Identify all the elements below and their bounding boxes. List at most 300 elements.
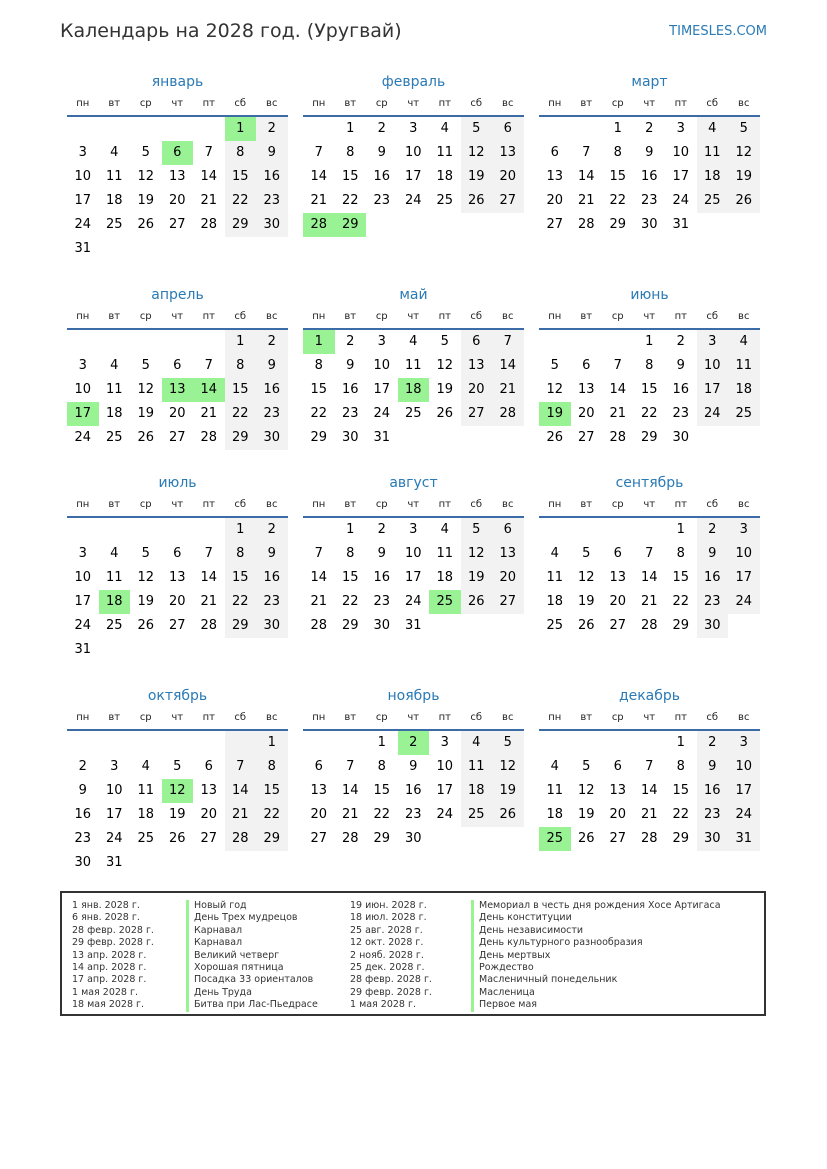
day-cell: 19	[137, 406, 155, 421]
day-cell: 21	[640, 807, 658, 822]
day-cell: 15	[373, 783, 391, 798]
day-cell: 11	[105, 570, 123, 585]
legend-holiday-name: Масленичный понедельник	[471, 974, 721, 986]
day-cell: 12	[137, 169, 155, 184]
day-cell: 28	[200, 430, 218, 445]
day-cell: 26	[436, 406, 454, 421]
weekday-header: ср	[602, 494, 634, 518]
day-cell: 8	[314, 358, 323, 373]
day-cell: 4	[550, 546, 559, 561]
page-title: Календарь на 2028 год. (Уругвай)	[60, 20, 402, 42]
day-cell: 22	[341, 594, 359, 609]
day-cell: 1	[256, 731, 288, 755]
weekday-header: пт	[193, 494, 225, 518]
day-cell: 6	[613, 759, 622, 774]
day-cell: 16	[697, 779, 729, 803]
day-cell: 23	[256, 189, 288, 213]
weekday-header: пт	[429, 707, 461, 731]
day-cell: 9	[697, 542, 729, 566]
day-cell: 20	[546, 193, 564, 208]
day-cell: 21	[200, 406, 218, 421]
day-cell: 25	[461, 803, 493, 827]
day-cell: 16	[373, 169, 391, 184]
day-cell: 6	[204, 759, 213, 774]
weekday-header: вт	[99, 93, 131, 117]
holiday-day-cell: 14	[193, 378, 225, 402]
weekday-header: чт	[162, 494, 194, 518]
day-cell: 23	[672, 406, 690, 421]
day-cell: 14	[310, 570, 328, 585]
day-cell: 22	[373, 807, 391, 822]
day-cell: 21	[609, 406, 627, 421]
day-cell: 11	[105, 382, 123, 397]
day-cell: 15	[341, 169, 359, 184]
legend-date: 25 дек. 2028 г.	[350, 961, 425, 973]
day-cell: 5	[550, 358, 559, 373]
day-cell: 10	[105, 783, 123, 798]
day-cell: 19	[728, 165, 760, 189]
empty-day-cell	[130, 731, 162, 755]
day-cell: 17	[404, 169, 422, 184]
empty-day-cell	[303, 731, 335, 755]
day-cell: 22	[341, 193, 359, 208]
legend-holiday-name: Мемориал в честь дня рождения Хосе Артигаса	[471, 900, 721, 912]
weekday-header: сб	[697, 494, 729, 518]
day-cell: 6	[173, 546, 182, 561]
weekday-header: ср	[366, 306, 398, 330]
day-cell: 15	[341, 570, 359, 585]
holiday-day-cell: 29	[335, 213, 367, 237]
day-cell: 5	[461, 117, 493, 141]
month-name: июль	[158, 475, 197, 491]
day-cell: 8	[377, 759, 386, 774]
day-cell: 9	[409, 759, 418, 774]
day-cell: 11	[546, 570, 564, 585]
weekday-header: вс	[256, 707, 288, 731]
day-cell: 5	[492, 731, 524, 755]
day-cell: 29	[225, 614, 257, 638]
day-cell: 24	[74, 217, 92, 232]
day-cell: 5	[141, 358, 150, 373]
empty-day-cell	[539, 731, 571, 755]
day-cell: 19	[137, 594, 155, 609]
month-name: июнь	[630, 287, 669, 303]
legend-date: 28 февр. 2028 г.	[72, 924, 154, 936]
day-cell: 31	[672, 217, 690, 232]
day-cell: 26	[137, 618, 155, 633]
empty-day-cell	[539, 518, 571, 542]
day-cell: 22	[225, 590, 257, 614]
empty-day-cell	[602, 731, 634, 755]
day-cell: 14	[492, 354, 524, 378]
day-cell: 12	[461, 542, 493, 566]
day-cell: 15	[310, 382, 328, 397]
weekday-header: вт	[335, 93, 367, 117]
day-cell: 8	[613, 145, 622, 160]
day-cell: 13	[546, 169, 564, 184]
day-cell: 21	[225, 803, 257, 827]
day-cell: 28	[640, 831, 658, 846]
day-cell: 21	[640, 594, 658, 609]
day-cell: 16	[256, 566, 288, 590]
day-cell: 11	[137, 783, 155, 798]
day-cell: 25	[436, 193, 454, 208]
weekday-header: ср	[366, 93, 398, 117]
weekday-header: пн	[303, 494, 335, 518]
day-cell: 17	[672, 169, 690, 184]
day-cell: 2	[645, 121, 654, 136]
day-cell: 4	[110, 358, 119, 373]
day-cell: 16	[341, 382, 359, 397]
month-block	[539, 474, 760, 638]
weekday-header: ср	[602, 306, 634, 330]
day-cell: 21	[200, 594, 218, 609]
day-cell: 1	[613, 121, 622, 136]
day-cell: 29	[225, 213, 257, 237]
day-cell: 17	[105, 807, 123, 822]
day-cell: 27	[168, 618, 186, 633]
weekday-header: ср	[602, 93, 634, 117]
day-cell: 2	[377, 522, 386, 537]
weekday-header: пн	[303, 707, 335, 731]
weekday-header: чт	[634, 494, 666, 518]
day-cell: 22	[640, 406, 658, 421]
day-cell: 14	[310, 169, 328, 184]
day-cell: 6	[492, 518, 524, 542]
weekday-header: ср	[130, 306, 162, 330]
day-cell: 18	[728, 378, 760, 402]
day-cell: 2	[377, 121, 386, 136]
day-cell: 22	[609, 193, 627, 208]
day-cell: 9	[645, 145, 654, 160]
day-cell: 24	[728, 803, 760, 827]
day-cell: 1	[225, 518, 257, 542]
site-link[interactable]: TIMESLES.COM	[669, 24, 767, 39]
day-cell: 16	[697, 566, 729, 590]
day-cell: 19	[137, 193, 155, 208]
day-cell: 8	[225, 542, 257, 566]
holiday-day-cell: 1	[225, 117, 257, 141]
day-cell: 27	[609, 831, 627, 846]
day-cell: 19	[461, 566, 493, 590]
empty-day-cell	[162, 518, 194, 542]
day-cell: 26	[728, 189, 760, 213]
day-cell: 21	[492, 378, 524, 402]
day-cell: 13	[609, 570, 627, 585]
day-cell: 26	[461, 189, 493, 213]
day-cell: 30	[74, 855, 92, 870]
legend-holiday-name: Первое мая	[471, 999, 721, 1011]
day-cell: 27	[461, 402, 493, 426]
weekday-header: пт	[665, 494, 697, 518]
empty-day-cell	[634, 731, 666, 755]
legend-holiday-name: Посадка 33 ориенталов	[186, 974, 318, 986]
day-cell: 12	[546, 382, 564, 397]
empty-day-cell	[67, 518, 99, 542]
day-cell: 25	[728, 402, 760, 426]
holiday-day-cell: 6	[162, 141, 194, 165]
month-block	[67, 286, 288, 450]
day-cell: 30	[697, 614, 729, 638]
weekday-header: пн	[539, 707, 571, 731]
day-cell: 27	[609, 618, 627, 633]
day-cell: 24	[373, 406, 391, 421]
day-cell: 25	[697, 189, 729, 213]
legend-holiday-name: День конституции	[471, 912, 721, 924]
day-cell: 12	[577, 570, 595, 585]
day-cell: 16	[640, 169, 658, 184]
day-cell: 25	[137, 831, 155, 846]
day-cell: 9	[78, 783, 87, 798]
weekday-header: чт	[634, 306, 666, 330]
weekday-header: пт	[429, 306, 461, 330]
day-cell: 2	[346, 334, 355, 349]
day-cell: 27	[310, 831, 328, 846]
day-cell: 23	[373, 193, 391, 208]
weekday-header: пн	[67, 93, 99, 117]
legend-names-col-2	[471, 900, 721, 1012]
day-cell: 22	[225, 189, 257, 213]
day-cell: 8	[645, 358, 654, 373]
day-cell: 9	[377, 145, 386, 160]
day-cell: 17	[436, 783, 454, 798]
weekday-header: пт	[193, 93, 225, 117]
day-cell: 30	[373, 618, 391, 633]
legend-date: 6 янв. 2028 г.	[72, 912, 140, 924]
day-cell: 16	[373, 570, 391, 585]
day-cell: 24	[404, 193, 422, 208]
day-cell: 18	[436, 570, 454, 585]
day-cell: 4	[409, 334, 418, 349]
weekday-header: пн	[303, 306, 335, 330]
day-cell: 1	[346, 121, 355, 136]
day-cell: 31	[74, 241, 92, 256]
day-cell: 20	[310, 807, 328, 822]
day-cell: 14	[577, 169, 595, 184]
weekday-header: вт	[571, 306, 603, 330]
day-cell: 8	[676, 759, 685, 774]
day-cell: 15	[225, 165, 257, 189]
day-cell: 5	[582, 759, 591, 774]
day-cell: 11	[436, 546, 454, 561]
weekday-header: пт	[429, 93, 461, 117]
day-cell: 27	[546, 217, 564, 232]
month-block	[67, 73, 288, 261]
day-cell: 11	[697, 141, 729, 165]
weekday-header: вт	[571, 494, 603, 518]
day-cell: 1	[676, 522, 685, 537]
day-cell: 22	[310, 406, 328, 421]
day-cell: 4	[110, 145, 119, 160]
weekday-header: вс	[728, 306, 760, 330]
day-cell: 9	[256, 354, 288, 378]
holiday-day-cell: 12	[162, 779, 194, 803]
day-cell: 6	[582, 358, 591, 373]
day-cell: 7	[582, 145, 591, 160]
weekday-header: вс	[256, 494, 288, 518]
day-cell: 19	[577, 807, 595, 822]
weekday-header: чт	[398, 494, 430, 518]
empty-day-cell	[193, 518, 225, 542]
empty-day-cell	[67, 731, 99, 755]
day-cell: 14	[341, 783, 359, 798]
weekday-header: вс	[728, 93, 760, 117]
day-cell: 2	[697, 731, 729, 755]
empty-day-cell	[99, 117, 131, 141]
day-cell: 19	[577, 594, 595, 609]
day-cell: 14	[609, 382, 627, 397]
day-cell: 21	[200, 193, 218, 208]
weekday-header: чт	[162, 306, 194, 330]
day-cell: 29	[310, 430, 328, 445]
empty-day-cell	[130, 117, 162, 141]
weekday-header: сб	[697, 707, 729, 731]
day-cell: 20	[168, 406, 186, 421]
day-cell: 28	[200, 618, 218, 633]
day-cell: 29	[640, 430, 658, 445]
day-cell: 17	[697, 378, 729, 402]
day-cell: 13	[310, 783, 328, 798]
weekday-header: пт	[665, 93, 697, 117]
day-cell: 5	[461, 518, 493, 542]
weekday-header: ср	[366, 707, 398, 731]
day-cell: 26	[137, 430, 155, 445]
day-cell: 3	[440, 735, 449, 750]
day-cell: 26	[577, 618, 595, 633]
day-cell: 29	[672, 831, 690, 846]
day-cell: 6	[492, 117, 524, 141]
day-cell: 30	[256, 426, 288, 450]
day-cell: 13	[200, 783, 218, 798]
weekday-header: сб	[461, 306, 493, 330]
weekday-header: пн	[539, 306, 571, 330]
weekday-header: пт	[665, 707, 697, 731]
day-cell: 9	[377, 546, 386, 561]
day-cell: 11	[404, 358, 422, 373]
day-cell: 3	[78, 546, 87, 561]
legend-date: 18 июл. 2028 г.	[350, 912, 427, 924]
weekday-header: сб	[225, 707, 257, 731]
day-cell: 7	[314, 145, 323, 160]
day-cell: 16	[404, 783, 422, 798]
day-cell: 31	[74, 642, 92, 657]
legend-date: 17 апр. 2028 г.	[72, 974, 147, 986]
month-name: октябрь	[147, 688, 208, 704]
legend-holiday-name: Рождество	[471, 962, 721, 974]
weekday-header: вс	[256, 306, 288, 330]
day-cell: 29	[672, 618, 690, 633]
day-cell: 20	[609, 807, 627, 822]
month-block	[303, 286, 524, 450]
empty-day-cell	[130, 518, 162, 542]
empty-day-cell	[539, 330, 571, 354]
day-cell: 23	[341, 406, 359, 421]
day-cell: 21	[341, 807, 359, 822]
weekday-header: вс	[728, 494, 760, 518]
day-cell: 31	[105, 855, 123, 870]
day-cell: 13	[577, 382, 595, 397]
day-cell: 28	[341, 831, 359, 846]
day-cell: 24	[697, 402, 729, 426]
day-cell: 16	[74, 807, 92, 822]
day-cell: 25	[404, 406, 422, 421]
day-cell: 17	[728, 779, 760, 803]
day-cell: 14	[640, 783, 658, 798]
empty-day-cell	[67, 330, 99, 354]
weekday-header: вс	[256, 93, 288, 117]
weekday-header: сб	[697, 306, 729, 330]
day-cell: 17	[404, 570, 422, 585]
holiday-day-cell: 18	[398, 378, 430, 402]
day-cell: 29	[225, 426, 257, 450]
weekday-header: сб	[697, 93, 729, 117]
empty-day-cell	[225, 731, 257, 755]
weekday-header: вс	[492, 707, 524, 731]
day-cell: 3	[78, 145, 87, 160]
day-cell: 12	[577, 783, 595, 798]
legend-holiday-name: День Труда	[186, 987, 318, 999]
day-cell: 20	[461, 378, 493, 402]
day-cell: 18	[546, 594, 564, 609]
weekday-header: вт	[99, 306, 131, 330]
weekday-header: пт	[193, 707, 225, 731]
day-cell: 26	[492, 803, 524, 827]
holiday-day-cell: 1	[303, 330, 335, 354]
empty-day-cell	[571, 117, 603, 141]
day-cell: 9	[256, 141, 288, 165]
day-cell: 13	[492, 141, 524, 165]
month-name: февраль	[381, 74, 446, 90]
holiday-day-cell: 18	[99, 590, 131, 614]
day-cell: 10	[74, 570, 92, 585]
empty-day-cell	[130, 330, 162, 354]
day-cell: 13	[168, 570, 186, 585]
holiday-day-cell: 19	[539, 402, 571, 426]
day-cell: 28	[640, 618, 658, 633]
day-cell: 25	[105, 430, 123, 445]
day-cell: 21	[577, 193, 595, 208]
month-block	[539, 687, 760, 851]
day-cell: 6	[613, 546, 622, 561]
day-cell: 3	[409, 121, 418, 136]
day-cell: 13	[461, 354, 493, 378]
day-cell: 20	[168, 594, 186, 609]
day-cell: 7	[645, 546, 654, 561]
holiday-day-cell: 25	[429, 590, 461, 614]
empty-day-cell	[303, 518, 335, 542]
day-cell: 6	[314, 759, 323, 774]
empty-day-cell	[303, 117, 335, 141]
legend-holiday-name: Карнавал	[186, 937, 318, 949]
day-cell: 5	[728, 117, 760, 141]
day-cell: 11	[436, 145, 454, 160]
weekday-header: чт	[162, 707, 194, 731]
month-block	[303, 73, 524, 237]
holiday-day-cell: 2	[398, 731, 430, 755]
holiday-day-cell: 13	[162, 378, 194, 402]
day-cell: 8	[676, 546, 685, 561]
weekday-header: пт	[429, 494, 461, 518]
empty-day-cell	[571, 330, 603, 354]
day-cell: 7	[204, 145, 213, 160]
legend-date: 14 апр. 2028 г.	[72, 961, 147, 973]
day-cell: 2	[256, 518, 288, 542]
weekday-header: ср	[130, 707, 162, 731]
day-cell: 5	[173, 759, 182, 774]
month-name: май	[399, 287, 428, 303]
day-cell: 10	[74, 169, 92, 184]
legend-date: 1 мая 2028 г.	[72, 986, 138, 998]
